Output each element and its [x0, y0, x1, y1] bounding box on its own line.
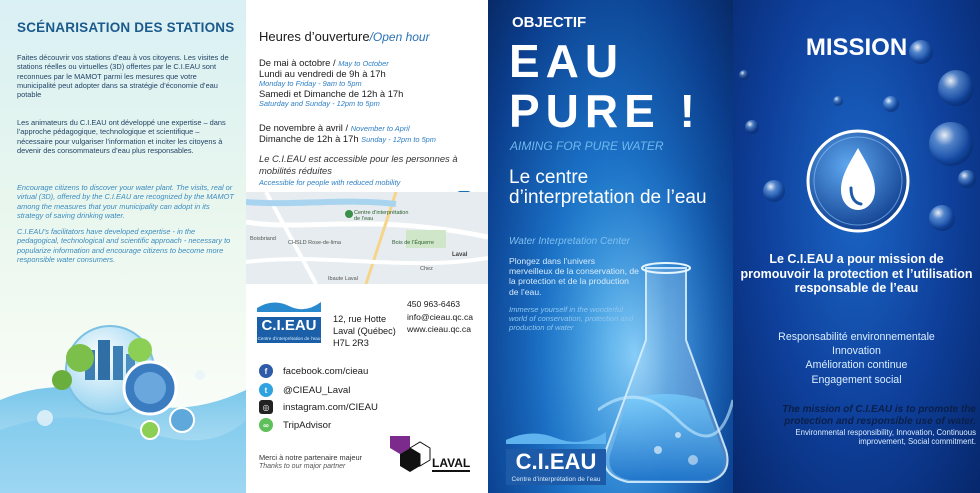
cieau-logo-large: [506, 428, 606, 483]
period-1-en: May to October: [338, 59, 389, 68]
period-2-en: November to April: [350, 124, 410, 133]
value-item: Engagement social: [811, 373, 902, 386]
bubble-decoration: [929, 122, 973, 166]
social-twitter-label: @CIEAU_Laval: [283, 384, 351, 396]
hours-title: Heures d’ouverture: [259, 29, 370, 44]
email-link[interactable]: info@cieau.qc.ca: [407, 311, 474, 322]
value-item: Innovation: [832, 345, 881, 358]
value-item: Responsabilité environnementale: [778, 331, 935, 343]
panel-stations: [0, 0, 246, 493]
cieau-logo-wave: [257, 298, 321, 312]
tripadvisor-icon: ∞: [259, 418, 273, 432]
address-block: [333, 313, 396, 349]
panel-cover: [488, 0, 733, 493]
water-drop-icon: [805, 128, 911, 234]
cieau-logo-small-text: C.I.EAU: [257, 317, 321, 335]
mission-statement-en: The mission of C.I.EAU is to promote the protection and responsible use of water.: [782, 404, 976, 427]
period-1-line-2-en: Saturday and Sunday - 12pm to 5pm: [259, 99, 380, 108]
hours-heading: [259, 29, 430, 44]
stations-title: SCÉNARISATION DES STATIONS: [17, 20, 235, 35]
mission-title: MISSION: [805, 34, 908, 61]
period-1-line-2: Samedi et Dimanche de 12h à 17h: [259, 88, 404, 99]
period-2-line-1-en: Sunday - 12pm to 5pm: [361, 135, 436, 144]
social-instagram-label: instagram.com/CIEAU: [283, 401, 378, 413]
accessibility-text-en: Accessible for people with reduced mobility: [259, 178, 401, 187]
objectif-label: OBJECTIF: [512, 14, 587, 31]
partner-text: [259, 453, 362, 471]
partner-text-en: Thanks to our major partner: [259, 463, 346, 470]
map-label-ibaute: Ibaute Laval: [328, 276, 358, 282]
centre-title-en: Water Interpretation Center: [509, 236, 630, 247]
bubble-decoration: [739, 70, 749, 80]
map-label-bois: Bois de l’Équerre: [392, 240, 434, 246]
period-1-line-1: Lundi au vendredi de 9h à 17h: [259, 68, 386, 79]
period-1-fr: De mai à octobre: [259, 57, 331, 68]
cieau-logo-large-wave: [506, 428, 606, 444]
period-1-line-1-en: Monday to Friday - 9am to 5pm: [259, 79, 362, 88]
cieau-logo-small-sub: Centre d’interprétation de l’eau: [257, 336, 321, 341]
phone-number[interactable]: 450 963-6463: [407, 299, 461, 309]
laval-logo: [388, 434, 480, 474]
laval-logo-mark: [388, 434, 432, 474]
map-drawing: [246, 192, 488, 284]
water-city-illustration: [0, 280, 246, 493]
map-label-laval: Laval: [452, 252, 468, 258]
contact-block: [407, 298, 473, 336]
bubble-decoration: [929, 205, 955, 231]
headline-eau: EAU: [509, 35, 625, 87]
map-label-chez: Chez: [420, 266, 433, 272]
headline-pure: PURE !: [509, 85, 701, 137]
values-list-en: Environmental responsibility, Innovation, Continuous improvement, Social commitment.: [795, 428, 976, 447]
mission-statement: Le C.I.EAU a pour mission de promouvoir la protection et l’utilisation responsable de l’eau: [740, 252, 973, 295]
plongez-text: Plongez dans l’univers merveilleux de la conservation, de la protection et de la production de l’eau.: [509, 256, 639, 297]
bubble-decoration: [745, 120, 759, 134]
values-list: [733, 330, 980, 387]
cieau-logo-large-sub: Centre d’interprétation de l’eau: [506, 475, 606, 485]
address-line-3: H7L 2R3: [333, 338, 369, 348]
plongez-text-en: Immerse yourself in the wonderful world of conservation, protection and production of water: [509, 305, 634, 333]
social-instagram[interactable]: [259, 399, 479, 415]
stations-paragraph-en-2: C.I.EAU’s facilitators have developed expertise - in the pedagogical, technological and scientific approach - necessary to popularize information and encourage citizens to become more responsible water consumers.: [17, 227, 231, 264]
partner-text-fr: Merci à notre partenaire majeur: [259, 453, 363, 462]
address-line-2: Laval (Québec): [333, 326, 396, 336]
laval-logo-text: LAVAL: [432, 456, 471, 470]
bubble-decoration: [958, 170, 976, 188]
social-twitter[interactable]: [259, 382, 479, 398]
period-2-line-1-fr: Dimanche de 12h à 17h: [259, 133, 359, 144]
cieau-logo-large-text: C.I.EAU: [506, 449, 606, 475]
stations-paragraph-en-1: Encourage citizens to discover your water plant. The visits, real or virtual (3D), offered by the C.I.EAU are recognized by the MAMOT among the measures that your municipality can adopt in its strategy of saving drinking water.: [17, 183, 234, 220]
social-facebook-label: facebook.com/cieau: [283, 365, 369, 377]
location-map[interactable]: [246, 192, 488, 284]
centre-title: Le centre d’interpretation de l’eau: [509, 167, 707, 208]
twitter-icon: t: [259, 383, 273, 397]
accessibility-text: Le C.I.EAU est accessible pour les personnes à mobilités réduites: [259, 153, 458, 176]
cieau-logo-small: [257, 298, 321, 340]
map-poi-label: Centre d’interprétation de l’eau: [354, 210, 409, 222]
instagram-icon: ◎: [259, 400, 273, 414]
social-facebook[interactable]: [259, 363, 479, 379]
facebook-icon: f: [259, 364, 273, 378]
website-link[interactable]: www.cieau.qc.ca: [407, 324, 472, 335]
bubble-decoration: [763, 180, 785, 202]
flask-illustration: [598, 250, 733, 493]
social-tripadvisor[interactable]: [259, 417, 479, 433]
address-line-1: 12, rue Hotte: [333, 314, 387, 324]
bubble-decoration: [833, 96, 843, 106]
value-item: Amélioration continue: [805, 359, 908, 372]
map-label-boisbriand: Boisbriand: [250, 236, 276, 242]
hours-title-en: /Open hour: [369, 30, 430, 44]
stations-paragraph-fr-1: Faites découvrir vos stations d’eau à vos citoyens. Les visites de stations réelles ou virtuelles (3D) offertes par le C.I.EAU sont reconnues par le MAMOT parmi les mesures que votre municipalité peut adopter dans sa stratégie d’économie d’eau potable: [17, 53, 229, 100]
panel-info: [246, 0, 488, 493]
period-2: De novembre à avril / November to April: [259, 122, 410, 133]
panel-mission: [733, 0, 980, 493]
period-2-line-1: [259, 133, 436, 144]
period-2-fr: De novembre à avril: [259, 122, 343, 133]
social-tripadvisor-label: TripAdvisor: [283, 419, 332, 431]
period-1: De mai à octobre / May to October: [259, 57, 389, 68]
bubble-decoration: [938, 70, 974, 106]
map-label-chsld: CHSLD Rose-de-lima: [288, 240, 341, 246]
stations-paragraph-fr-2: Les animateurs du C.I.EAU ont développé une expertise – dans l’approche pédagogique, technologique et scientifique – nécessaire pour vulgariser l’information et inciter les citoyens à devenir des consommateurs d’eau plus responsables.: [17, 118, 226, 155]
bubble-decoration: [883, 96, 899, 112]
aiming-subtitle: AIMING FOR PURE WATER: [510, 139, 664, 153]
